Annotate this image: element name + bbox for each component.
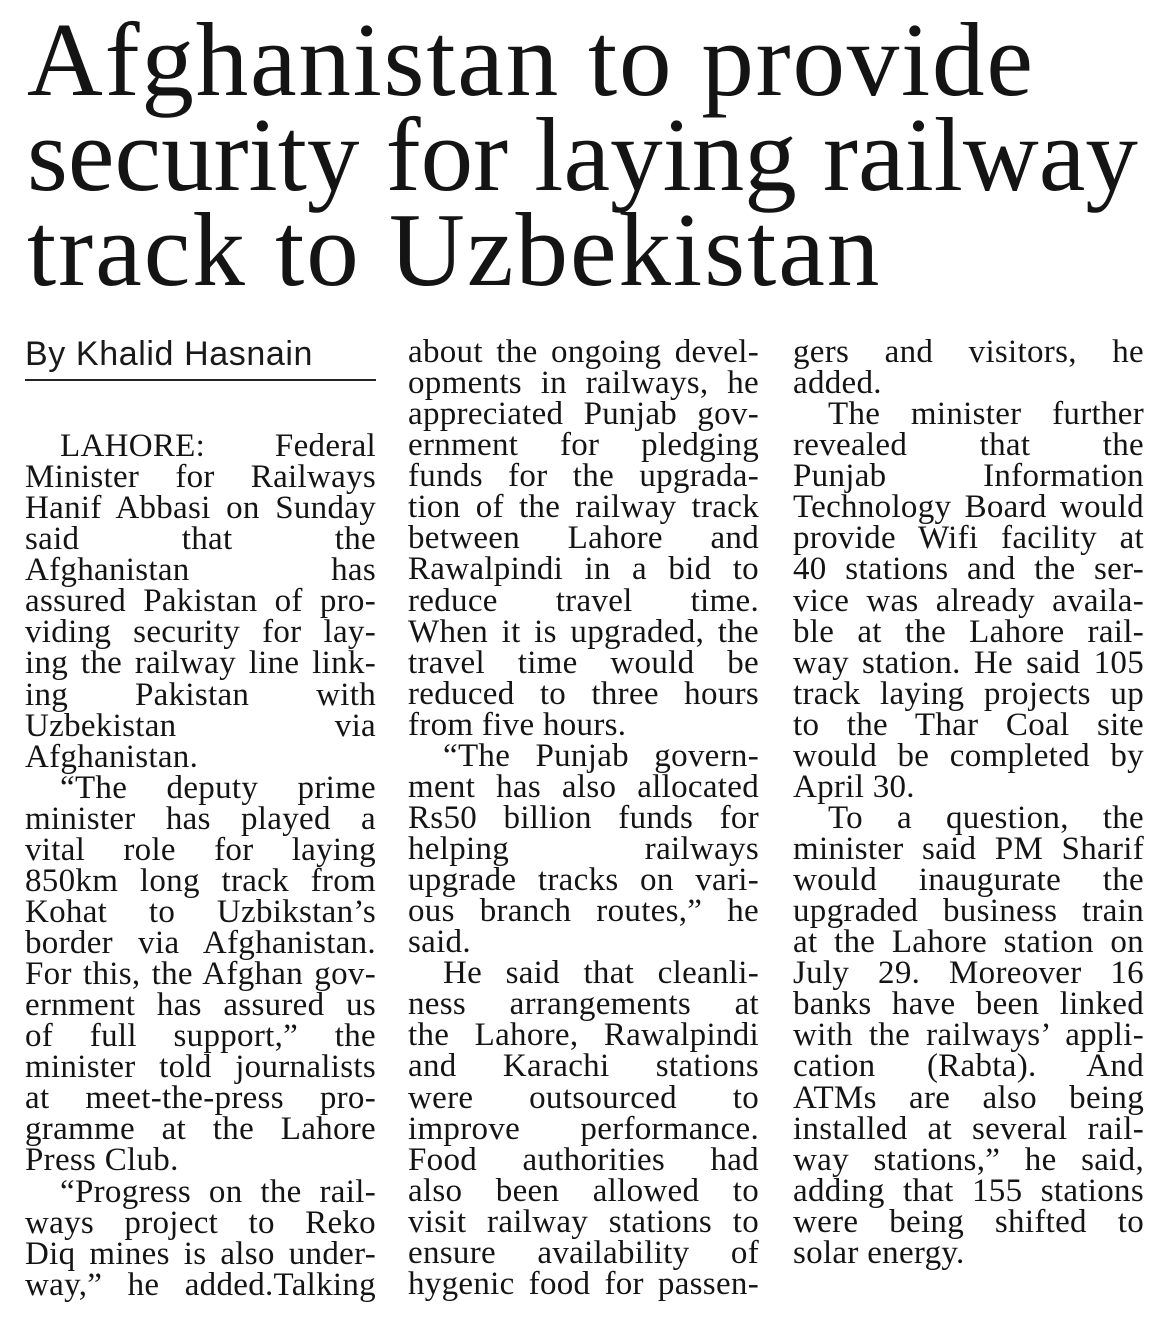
text-line: at the Lahore station on [793,924,1144,961]
text-line: viding security for lay- [25,614,376,651]
text-line: tion of the railway track [408,489,759,526]
text-line: about the ongoing devel- [408,334,759,370]
text-line: “The deputy prime [60,769,376,806]
text-line: way station. He said 105 [793,644,1144,681]
text-line: way stations,” he said, [793,1141,1144,1178]
text-line: way,” he added.Talking [25,1266,376,1303]
text-line: Hanif Abbasi on Sunday [25,490,376,527]
headline-line: security for laying railway [27,96,1138,213]
text-line: assured Pakistan of pro- [25,583,376,620]
text-line: upgrade tracks on vari- [408,862,759,899]
text-line: cation (Rabta). And [793,1048,1144,1085]
article-column-1 [25,428,376,1303]
paragraph [25,769,376,1179]
text-line: track laying projects up [793,675,1144,712]
text-line: Rawalpindi in a bid to [408,551,759,588]
headline [27,1,1138,308]
text-line: ing Pakistan with [25,676,376,713]
text-line: ATMs are also being [793,1079,1144,1116]
text-line: hygenic food for passen- [408,1265,759,1302]
text-line: reduce travel time. [408,582,759,619]
text-line: For this, the Afghan gov- [25,956,376,993]
text-line: provide Wifi facility at [793,520,1144,557]
text-line: “Progress on the rail- [60,1173,376,1210]
text-line: minister told journalists [25,1049,376,1086]
article-column-2 [408,334,759,1302]
text-line: vital role for laying [25,831,376,868]
text-line: 850km long track from [25,862,376,899]
text-line: the Lahore, Rawalpindi [408,1017,759,1054]
byline: By Khalid Hasnain [25,335,314,373]
text-line: from five hours. [408,706,627,743]
text-line: opments in railways, he [408,365,759,402]
paragraph [25,1173,376,1303]
paragraph [793,396,1144,805]
text-line: ernment for pledging [408,427,759,464]
paragraph [793,799,1144,1271]
text-line: funds for the upgrada- [408,458,759,495]
text-line: to the Thar Coal site [793,706,1144,743]
text-line: minister said PM Sharif [793,831,1144,867]
text-line: revealed that the [793,427,1144,464]
paragraph [408,737,759,961]
text-line: reduced to three hours [408,675,759,712]
text-line: upgraded business train [793,893,1144,930]
text-line: and Karachi stations [408,1048,759,1085]
text-line: Food authorities had [408,1141,759,1178]
text-line: would inaugurate the [793,862,1144,899]
text-line: with the railways’ appli- [793,1017,1144,1054]
text-line: Technology Board would [793,489,1144,526]
text-line: Minister for Railways [25,459,376,496]
text-line: improve performance. [408,1110,759,1147]
text-line: When it is upgraded, the [408,613,759,650]
text-line: April 30. [793,768,915,805]
text-line: The minister further [828,396,1144,433]
text-line: adding that 155 stations [793,1172,1144,1209]
headline-line: Afghanistan to provide [27,1,1035,118]
text-line: said. [408,924,471,961]
text-line: said that the [25,521,376,558]
text-line: LAHORE: Federal [60,428,376,464]
text-line: between Lahore and [408,520,759,557]
byline-rule [25,379,376,381]
text-line: border via Afghanistan. [25,925,376,961]
text-line: Uzbekistan via [25,707,376,744]
text-line: of full support,” the [25,1018,376,1055]
text-line: ing the railway line link- [25,645,376,682]
paragraph [408,334,759,743]
text-line: Afghanistan has [25,552,376,589]
text-line: would be completed by [793,737,1144,774]
text-line: were being shifted to [793,1203,1144,1240]
text-line: gers and visitors, he [793,334,1144,370]
text-line: at meet-the-press pro- [25,1080,376,1117]
text-line: travel time would be [408,644,759,681]
text-line: ensure availability of [408,1234,759,1271]
text-line: Afghanistan. [25,738,199,775]
text-line: visit railway stations to [408,1203,759,1240]
text-line: appreciated Punjab gov- [408,396,759,433]
text-line: Rs50 billion funds for [408,799,759,836]
text-line: Punjab Information [793,458,1144,495]
text-line: Diq mines is also under- [25,1235,376,1272]
text-line: To a question, the [828,799,1144,836]
text-line: “The Punjab govern- [443,737,759,774]
text-line: ble at the Lahore rail- [793,613,1144,650]
text-line: banks have been linked [793,986,1144,1023]
headline-line: track to Uzbekistan [27,191,882,308]
text-line: ous branch routes,” he [408,893,759,930]
text-line: Kohat to Uzbikstan’s [25,893,376,930]
text-line: ernment has assured us [25,987,376,1024]
text-line: also been allowed to [408,1172,759,1209]
text-line: were outsourced to [408,1079,759,1116]
text-line: minister has played a [25,800,376,837]
text-line: installed at several rail- [793,1110,1144,1147]
text-line: 40 stations and the ser- [793,551,1144,588]
article-column-3 [793,334,1144,1271]
text-line: Press Club. [25,1142,179,1179]
text-line: gramme at the Lahore [25,1111,376,1148]
text-line: July 29. Moreover 16 [793,955,1144,992]
text-line: ness arrangements at [408,986,759,1023]
text-line: helping railways [408,831,759,867]
text-line: ways project to Reko [25,1204,376,1241]
text-line: added. [793,365,882,402]
paragraph [408,955,759,1302]
text-line: vice was already availa- [793,582,1144,619]
paragraph [793,334,1144,402]
paragraph [25,428,376,775]
text-line: ment has also allocated [408,768,759,805]
text-line: He said that cleanli- [443,955,759,992]
text-line: solar energy. [793,1234,965,1271]
